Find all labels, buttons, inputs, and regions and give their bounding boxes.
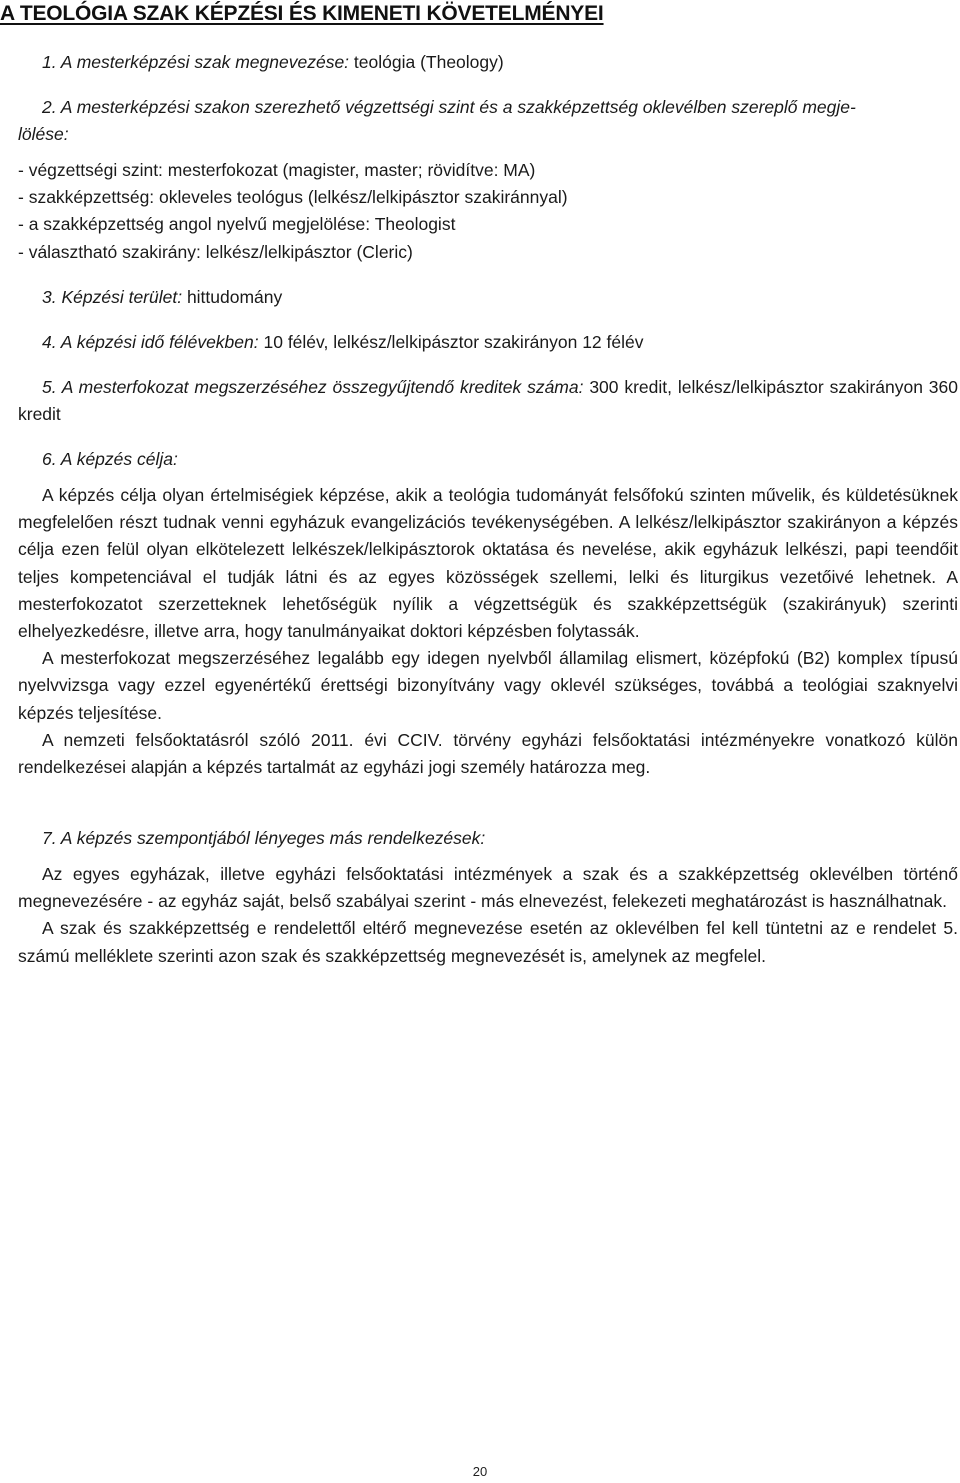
section-6-paragraph-3: A nemzeti felsőoktatásról szóló 2011. évi CCIV. törvény egyházi felsőoktatási intézményekre vonatkozó külön rendelkezései alapján a képzés tartalmát az egyházi jogi személy határozza meg.	[18, 729, 958, 778]
section-1-value: teológia (Theology)	[349, 52, 504, 72]
section-6-label: 6. A képzés célja:	[42, 449, 178, 469]
section-2-label-cont: lölése:	[18, 124, 69, 144]
section-3-value: hittudomány	[182, 287, 283, 307]
section-5-label: 5. A mesterfokozat megszerzéséhez összegyűjtendő kreditek száma:	[42, 377, 584, 397]
section-4	[42, 330, 644, 354]
section-4-value: 10 félév, lelkész/lelkipásztor szakirányon 12 félév	[258, 332, 644, 352]
section-2-item-2: - szakképzettség: okleveles teológus (lelkész/lelkipásztor szakiránnyal)	[18, 187, 568, 207]
document-title: A TEOLÓGIA SZAK KÉPZÉSI ÉS KIMENETI KÖVETELMÉNYEI	[0, 2, 604, 25]
section-7-paragraph-2: A szak és szakképzettség e rendelettől eltérő megnevezése esetén az oklevélben fel kell tüntetni az e rendelet 5. számú melléklete szerinti azon szak és szakképzettség megnevezését is, amelynek az megfelel.	[18, 918, 958, 966]
section-2-item-4: - választható szakirány: lelkész/lelkipásztor (Cleric)	[18, 242, 413, 262]
section-3	[42, 285, 282, 309]
section-5-value: 300 kredit, lelkész/lelkipásztor szakirányon 360 kredit	[18, 377, 958, 425]
section-1-label: 1. A mesterképzési szak megnevezése:	[42, 52, 350, 72]
section-7-paragraph-1: Az egyes egyházak, illetve egyházi felsőoktatási intézmények a szak és a szakképzettség oklevélben történő megnevezésére - az egyház saját, belső szabályai szerint - más elnevezést, felekezeti meghatározást is használhatnak.	[18, 864, 958, 912]
section-6-paragraph-2: A mesterfokozat megszerzéséhez legalább egy idegen nyelvből államilag elismert, középfokú (B2) komplex típusú nyelvvizsga vagy ezzel egyenértékű érettségi bizonyítvány vagy oklevél szükséges, továbbá a teológiai szaknyelvi képzés teljesítése.	[18, 648, 958, 723]
section-2-item-3: - a szakképzettség angol nyelvű megjelölése: Theologist	[18, 214, 456, 234]
section-6-body	[18, 482, 958, 781]
section-1	[42, 50, 504, 74]
section-4-label: 4. A képzési idő félévekben:	[42, 332, 259, 352]
page-number: 20	[472, 1464, 488, 1479]
section-5	[18, 374, 958, 428]
section-2-item-1: - végzettségi szint: mesterfokozat (magister, master; rövidítve: MA)	[18, 160, 536, 180]
section-2-label: 2. A mesterképzési szakon szerezhető végzettségi szint és a szakképzettség oklevélben szereplő megje-	[42, 97, 856, 117]
section-6-paragraph-1: A képzés célja olyan értelmiségiek képzése, akik a teológia tudományát felsőfokú szinten művelik, és küldetésüknek megfelelően részt tudnak venni egyházuk evangelizációs tevékenységében. A lelkész/lelkipásztor szakirányon a képzés célja ezen felül olyan elkötelezett lelkészek/lelkipásztorok oktatása és nevelése, akik egyházuk lelkészi, papi teendőit teljes kompetenciával el tudják látni és az egyes közösségek szellemi, lelki és liturgikus vezetőivé lehetnek. A mesterfokozatot szerzetteknek lehetőségük nyílik a végzettségük és szakképzettségük (szakirányuk) szerinti elhelyezkedésre, illetve arra, hogy tanulmányaikat doktori képzésben folytassák.	[18, 485, 958, 642]
section-7-label: 7. A képzés szempontjából lényeges más rendelkezések:	[42, 828, 486, 848]
section-7-body	[18, 861, 958, 970]
section-3-label: 3. Képzési terület:	[42, 287, 183, 307]
